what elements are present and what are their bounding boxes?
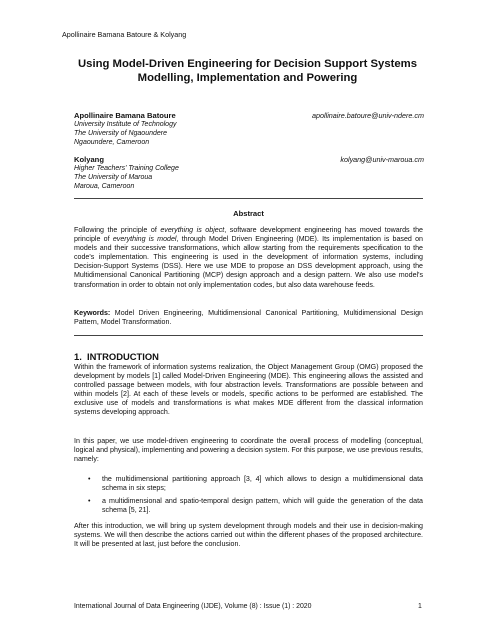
author-affiliation-line: Maroua, Cameroon (74, 183, 135, 190)
author-affiliation-line: Higher Teachers' Training College (74, 165, 179, 172)
list-item-text: the multidimensional partitioning approach [3, 4] which allows to design a multidimensional data schema in six steps; (102, 475, 423, 493)
abstract-heading: Abstract (233, 209, 264, 218)
intro-paragraph-2: In this paper, we use model-driven engineering to coordinate the overall process of modelling (conceptual, logical and physical), implementing and powering a decision system. For this purpose, we use previous results, namely: (74, 437, 423, 464)
bullet-list (74, 475, 423, 519)
author-affiliation-line: The University of Ngaoundere (74, 130, 167, 137)
list-item (74, 497, 423, 515)
footer-journal: International Journal of Data Engineering (IJDE), Volume (8) : Issue (1) : 2020 (74, 603, 312, 610)
author-affiliation-line: Ngaoundere, Cameroon (74, 139, 150, 146)
divider-rule-top (74, 198, 423, 199)
abstract-text (74, 226, 423, 290)
abstract-emphasis: everything is model (112, 235, 177, 244)
divider-rule-bottom (74, 335, 423, 336)
abstract-text-part: , through Model Driven Engineering (MDE). Its implementation is based on models and their successive transformations, which allow starting from the requirements specification to the code's implementation. This engineering is used in the development of information systems, including Decision-Support Systems (DSS). Here we use MDE to propose an DSS development approach, using the Multidimensional Canonical Partitioning (MCP) design approach and a design pattern. We also use model's transformation in order to obtain not only implementation codes, but also data warehouse feeds. (74, 235, 423, 289)
bullet-glyph: • (88, 475, 91, 483)
title-line-2: Modelling, Implementation and Powering (137, 72, 358, 84)
bullet-glyph: • (88, 497, 91, 506)
author-name: Apollinaire Bamana Batoure (74, 111, 176, 120)
abstract-text-part: , software development engineering has moved towards the principle of (74, 226, 423, 244)
intro-paragraph-3: After this introduction, we will bring up system development through models and their use in decision-making systems. We will then describe the actions carried out within the different phases of the proposed architecture. It will be presented at last, just before the conclusion. (74, 522, 423, 549)
author-email[interactable]: kolyang@univ-maroua.cm (340, 155, 424, 164)
keywords-text: Model Driven Engineering, Multidimensional Canonical Partitioning, Multidimensional Design Pattern, Model Transformation. (74, 309, 423, 327)
author-name: Kolyang (74, 155, 104, 164)
author-affiliation-line: University Institute of Technology (74, 121, 177, 128)
author-block-1 (74, 111, 424, 147)
abstract-text-part: Following the principle of (74, 226, 161, 234)
author-email[interactable]: apollinaire.batoure@univ-ndere.cm (312, 111, 424, 120)
author-affiliation-line: The University of Maroua (74, 174, 153, 181)
keywords-label: Keywords: (74, 309, 111, 317)
footer-page-number: 1 (418, 603, 422, 610)
author-block-2 (74, 155, 424, 191)
list-item-text: a multidimensional and spatio-temporal design pattern, which will guide the generation of the data schema [5, 21]. (102, 497, 423, 515)
intro-paragraph-1: Within the framework of information systems realization, the Object Management Group (OMG) proposed the development by models [1] called Model-Driven Engineering (MDE). This engineering allows the assisted and controlled passage between models, with four abstraction levels. Transformations are possible between and within models [2]. At each of these levels or models, specific actions to be performed are established. The exclusive use of models and transformations is what makes MDE different from the classical information systems developing approach. (74, 363, 423, 417)
running-head: Apollinaire Bamana Batoure & Kolyang (62, 30, 187, 39)
title-line-1: Using Model-Driven Engineering for Decision Support Systems (78, 58, 417, 70)
section-heading-introduction: 1. INTRODUCTION (74, 351, 159, 362)
keywords (74, 309, 423, 327)
list-item (74, 475, 423, 493)
paper-title (40, 57, 455, 85)
abstract-emphasis: everything is object (160, 226, 225, 234)
